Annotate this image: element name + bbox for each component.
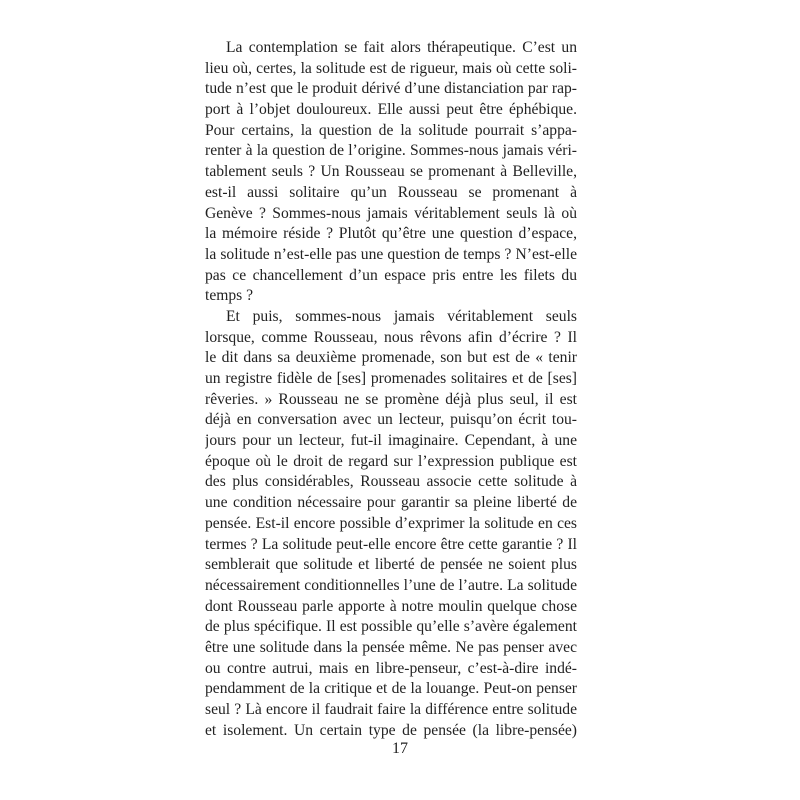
text-line: de plus spécifique. Il est possible qu’elle s’avère également xyxy=(205,618,577,636)
text-line: être une solitude dans la pensée même. Ne pas penser avec xyxy=(205,638,577,656)
text-line: le dit dans sa deuxième promenade, son but est de « tenir xyxy=(205,349,577,367)
text-line: renter à la question de l’origine. Sommes-nous jamais véri- xyxy=(205,142,577,160)
text-line: tablement seuls ? Un Rousseau se promenant à Belleville, xyxy=(205,163,577,181)
page-number: 17 xyxy=(392,740,408,757)
text-line: pensée. Est-il encore possible d’exprimer la solitude en ces xyxy=(205,514,577,532)
text-line: la solitude n’est-elle pas une question de temps ? N’est-elle xyxy=(205,245,577,263)
text-line: port à l’objet douloureux. Elle aussi peut être éphébique. xyxy=(205,101,577,119)
text-line: termes ? La solitude peut-elle encore être cette garantie ? Il xyxy=(205,535,577,553)
text-line: et isolement. Un certain type de pensée (la libre-pensée) xyxy=(205,721,577,739)
text-line: un registre fidèle de [ses] promenades solitaires et de [ses] xyxy=(205,370,577,387)
text-line: La contemplation se fait alors thérapeutique. C’est un xyxy=(226,39,577,56)
text-line: la mémoire réside ? Plutôt qu’être une question d’espace, xyxy=(205,225,577,243)
text-line: pas ce chancellement d’un espace pris entre les filets du xyxy=(205,266,577,284)
text-line: une condition nécessaire pour garantir sa pleine liberté de xyxy=(205,494,577,512)
text-line: nécessairement conditionnelles l’une de l’autre. La solitude xyxy=(205,576,577,594)
text-line: Genève ? Sommes-nous jamais véritablement seuls là où xyxy=(205,204,577,222)
text-line: des plus considérables, Rousseau associe cette solitude à xyxy=(205,473,577,491)
text-line: ou contre autrui, mais en libre-penseur, c’est-à-dire indé- xyxy=(205,659,577,677)
body-text xyxy=(205,38,577,741)
text-line: rêveries. » Rousseau ne se promène déjà plus seul, il est xyxy=(205,390,577,408)
text-line: est-il aussi solitaire qu’un Rousseau se promenant à xyxy=(205,183,577,201)
text-line: déjà en conversation avec un lecteur, puisqu’on écrit tou- xyxy=(205,411,577,429)
text-line: temps ? xyxy=(205,287,254,305)
text-line: dont Rousseau parle apporte à notre moulin quelque chose xyxy=(205,597,577,615)
text-line: pendamment de la critique et de la louange. Peut-on penser xyxy=(205,680,577,698)
text-line: lieu où, certes, la solitude est de rigueur, mais où cette soli- xyxy=(205,59,577,77)
text-line: seul ? Là encore il faudrait faire la différence entre solitude xyxy=(205,701,577,718)
text-line: époque où le droit de regard sur l’expression publique est xyxy=(205,452,577,470)
text-line: jours pour un lecteur, fut-il imaginaire. Cependant, à une xyxy=(205,432,577,450)
text-line: tude n’est que le produit dérivé d’une distanciation par rap- xyxy=(205,80,577,98)
text-line: lorsque, comme Rousseau, nous rêvons afin d’écrire ? Il xyxy=(205,328,577,346)
text-line: Pour certains, la question de la solitude pourrait s’appa- xyxy=(205,121,577,139)
text-line: Et puis, sommes-nous jamais véritablement seuls xyxy=(226,307,577,325)
text-line: semblerait que solitude et liberté de pensée ne soient plus xyxy=(205,556,577,574)
